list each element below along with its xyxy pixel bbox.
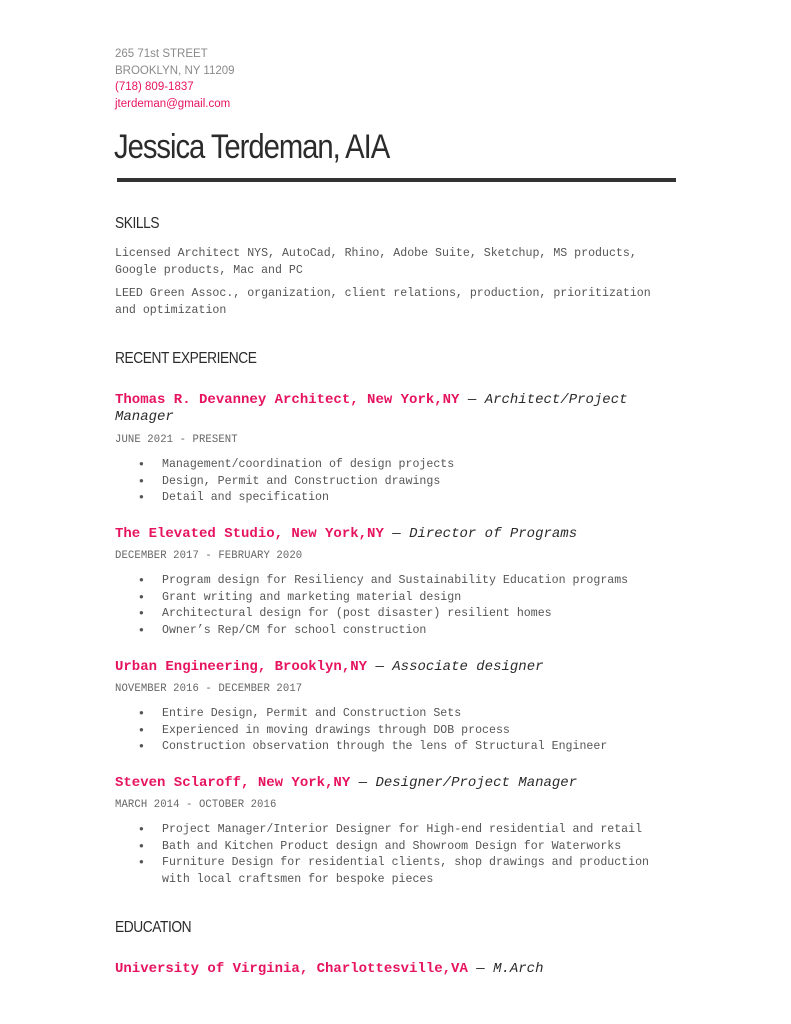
job-role: Associate designer [392, 659, 544, 675]
job-role: Architect/Project Manager [115, 392, 628, 425]
job-bullet: ● Architectural design for (post disaster) resilient homes [115, 606, 675, 623]
job-role: Designer/Project Manager [375, 775, 578, 791]
job-bullets [115, 457, 675, 507]
job-dates: NOVEMBER 2016 - DECEMBER 2017 [115, 683, 303, 695]
street-address: 265 71st STREET [115, 48, 208, 60]
skills-heading: SKILLS [115, 215, 160, 232]
job-dates: DECEMBER 2017 - FEBRUARY 2020 [115, 550, 303, 562]
job-bullet: ● Owner’s Rep/CM for school construction [115, 623, 675, 640]
job-separator: — [350, 775, 376, 791]
job-bullet: ● Project Manager/Interior Designer for High-end residential and retail [115, 822, 675, 839]
job-separator: — [383, 526, 410, 542]
job-bullets [115, 573, 675, 639]
job-dates: MARCH 2014 - OCTOBER 2016 [115, 799, 277, 811]
job-bullet: ● Detail and specification [115, 490, 675, 507]
job-dates: JUNE 2021 - PRESENT [115, 434, 238, 446]
education-line [115, 961, 675, 978]
job-title-line [115, 775, 675, 792]
job-company: Thomas R. Devanney Architect, New York,NY [115, 392, 460, 408]
candidate-name: Jessica Terdeman, AIA [114, 128, 390, 166]
job-bullet: ● Management/coordination of design projects [115, 457, 675, 474]
job-bullet: ● Furniture Design for residential clients, shop drawings and production with local craftsmen for bespoke pieces [115, 855, 675, 888]
experience-heading: RECENT EXPERIENCE [115, 350, 257, 367]
skills-line-software: Licensed Architect NYS, AutoCad, Rhino, Adobe Suite, Sketchup, MS products, Google products, Mac and PC [115, 247, 637, 277]
job-bullet: ● Design, Permit and Construction drawings [115, 474, 675, 491]
job-bullet: ● Bath and Kitchen Product design and Showroom Design for Waterworks [115, 839, 675, 856]
education-school: University of Virginia, Charlottesville,VA [115, 961, 468, 977]
education-degree: M.Arch [493, 961, 544, 977]
job-role: Director of Programs [409, 526, 578, 542]
education-separator: — [467, 961, 494, 977]
job-separator: — [367, 659, 393, 675]
job-company: The Elevated Studio, New York,NY [115, 526, 384, 542]
job-bullets [115, 706, 675, 756]
phone-number: (718) 809-1837 [115, 81, 194, 93]
title-divider [117, 178, 676, 182]
job-title-line [115, 392, 675, 426]
job-bullet: ● Program design for Resiliency and Sustainability Education programs [115, 573, 675, 590]
job-separator: — [459, 392, 485, 408]
email-address: jterdeman@gmail.com [115, 97, 231, 110]
job-bullet: ● Grant writing and marketing material design [115, 590, 675, 607]
job-bullet: ● Construction observation through the lens of Structural Engineer [115, 739, 675, 756]
job-company: Urban Engineering, Brooklyn,NY [115, 659, 368, 675]
job-bullet: ● Experienced in moving drawings through DOB process [115, 723, 675, 740]
job-title-line [115, 526, 675, 543]
job-company: Steven Sclaroff, New York,NY [115, 775, 351, 791]
job-bullets [115, 822, 675, 888]
education-heading: EDUCATION [115, 919, 192, 936]
skills-line-professional: LEED Green Assoc., organization, client relations, production, prioritization and optimization [115, 287, 651, 317]
city-state-zip: BROOKLYN, NY 11209 [115, 64, 235, 77]
job-bullet: ● Entire Design, Permit and Construction Sets [115, 706, 675, 723]
contact-block [115, 46, 235, 112]
job-title-line [115, 659, 675, 676]
